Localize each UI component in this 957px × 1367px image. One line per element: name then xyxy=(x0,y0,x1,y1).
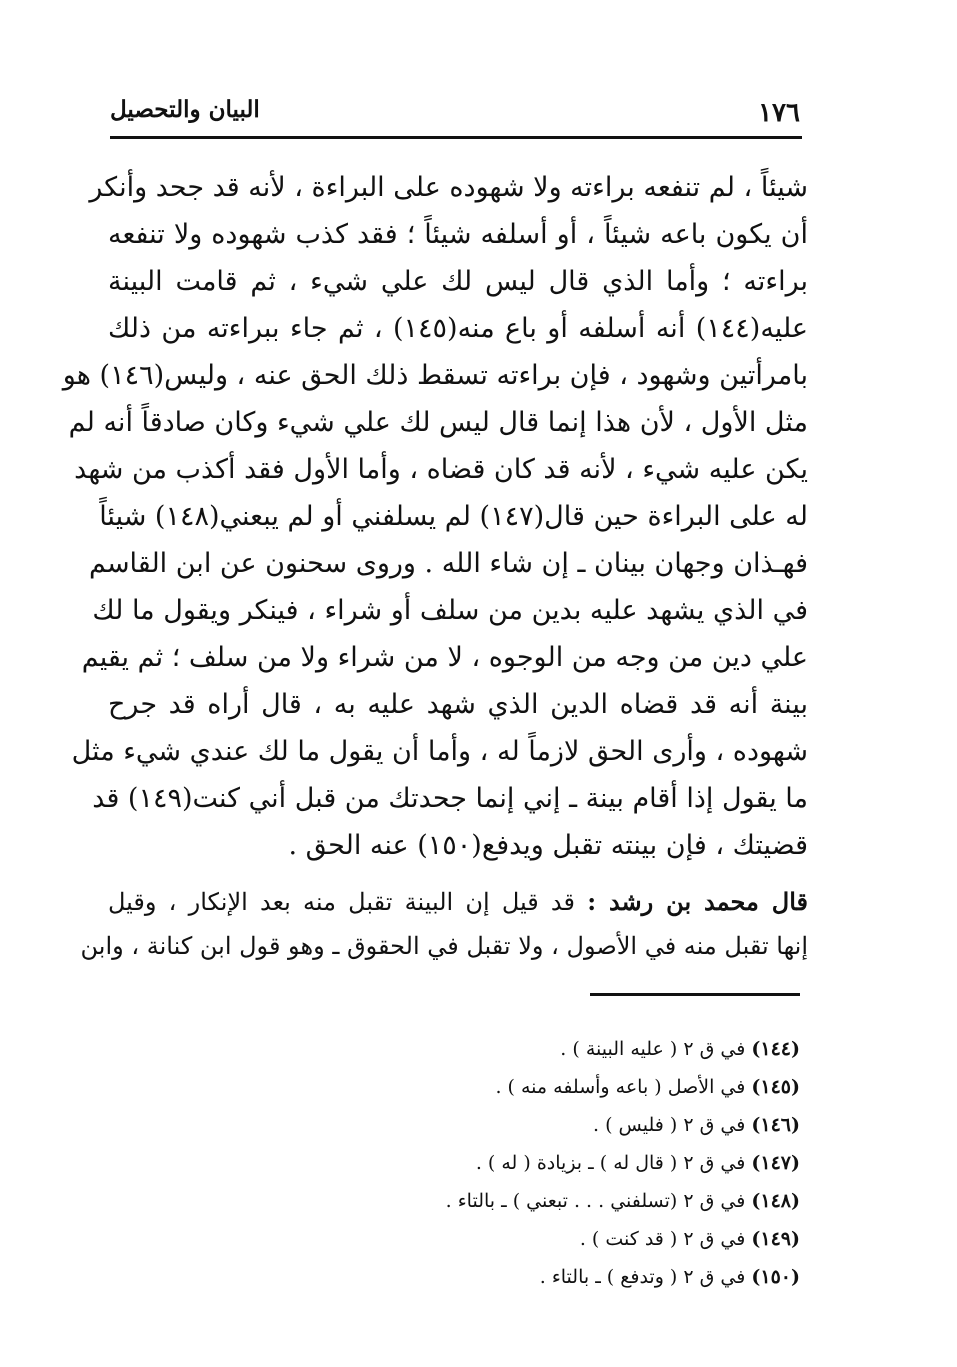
text-line: بينة أنه قد قضاه الدين الذي شهد عليه به ، قال أراه قد جرح xyxy=(108,689,808,720)
footnote-number: (١٤٤) xyxy=(751,1038,800,1060)
page-header xyxy=(110,92,800,132)
footnote-text: في ق ٢ ( وتدفع ) ـ بالتاء . xyxy=(539,1266,752,1288)
footnote-number: (١٤٥) xyxy=(751,1076,800,1098)
footnote xyxy=(108,1030,800,1068)
footnote-text: في ق ٢ ( قد كنت ) . xyxy=(579,1228,752,1250)
commentary-line xyxy=(108,880,808,924)
commentary-paragraph xyxy=(80,880,808,968)
footnote xyxy=(108,1220,800,1258)
footnote-text: في الأصل ( باعه وأسلفه منه ) . xyxy=(495,1076,752,1098)
text-line: علي دين من وجه من الوجوه ، لا من شراء ولا من سلف ؛ ثم يقيم xyxy=(81,642,808,673)
footnote-text: في ق ٢ ( قال له ) ـ بزيادة ( له ) . xyxy=(475,1152,752,1174)
footnote-text: في ق ٢ ( فليس ) . xyxy=(593,1114,752,1136)
footnote xyxy=(108,1106,800,1144)
main-paragraph xyxy=(62,164,808,869)
page-number: ١٧٦ xyxy=(758,98,800,128)
footnote-number: (١٤٨) xyxy=(751,1190,800,1212)
footnote-text: في ق ٢ ( عليه البينة ) . xyxy=(560,1038,752,1060)
footnotes xyxy=(108,1030,800,1296)
text-line: شيئاً ، لم تنفعه براءته ولا شهوده على البراءة ، لأنه قد جحد وأنكر xyxy=(89,172,808,203)
commentary-line: إنها تقبل منه في الأصول ، ولا تقبل في الحقوق ـ وهو قول ابن كنانة ، وابن xyxy=(80,932,808,960)
text-line: عليه(١٤٤) أنه أسلفه أو باع منه(١٤٥) ، ثم جاء ببراءته من ذلك xyxy=(108,313,808,344)
footnote-number: (١٤٧) xyxy=(751,1152,800,1174)
footnote-number: (١٤٩) xyxy=(751,1228,800,1250)
footnote-number: (١٥٠) xyxy=(751,1266,800,1288)
footnote-rule xyxy=(590,993,800,996)
text-line: ما يقول إذا أقام بينة ـ إني إنما جحدتك من قبل أني كنت(١٤٩) قد xyxy=(92,783,808,814)
text-line: له على البراءة حين قال(١٤٧) لم يسلفني أو لم يبعني(١٤٨) شيئاً xyxy=(99,501,808,532)
text-line: في الذي يشهد عليه بدين من سلف أو شراء ، فينكر ويقول ما لك xyxy=(92,595,808,626)
footnote-number: (١٤٦) xyxy=(751,1114,800,1136)
text-line: يكن عليه شيء ، لأنه قد كان قضاه ، وأما الأول فقد أكذب من شهد xyxy=(74,454,808,485)
footnote xyxy=(108,1258,800,1296)
header-rule xyxy=(110,136,802,139)
text-line: بامرأتين وشهود ، فإن براءته تسقط ذلك الحق عنه ، وليس(١٤٦) هو xyxy=(62,360,808,391)
commentary-text: قد قيل إن البينة تقبل منه بعد الإنكار ، وقيل xyxy=(108,888,588,916)
text-line: فهـذان وجهان بينان ـ إن شاء الله . وروى سحنون عن ابن القاسم xyxy=(88,548,808,579)
footnote-text: في ق ٢ (تسلفني . . . تبعني ) ـ بالتاء . xyxy=(445,1190,752,1212)
text-line: مثل الأول ، لأن هذا إنما قال ليس لك علي شيء وكان صادقاً أنه لم xyxy=(68,407,808,438)
commentary-lead: قال محمد بن رشد : xyxy=(587,887,808,916)
footnote xyxy=(108,1144,800,1182)
text-line: شهوده ، وأرى الحق لازماً له ، وأما أن يقول ما لك عندي شيء مثل xyxy=(71,736,808,767)
text-line: أن يكون باعه شيئاً ، أو أسلفه شيئاً ؛ فقد كذب شهوده ولا تنفعه xyxy=(108,219,808,250)
footnote xyxy=(108,1182,800,1220)
running-head: البيان والتحصيل xyxy=(110,96,260,123)
text-line: قضيتك ، فإن بينته تقبل ويدفع(١٥٠) عنه الحق . xyxy=(288,830,808,861)
footnote xyxy=(108,1068,800,1106)
text-line: براءته ؛ وأما الذي قال ليس لك علي شيء ، ثم قامت البينة xyxy=(108,266,808,297)
